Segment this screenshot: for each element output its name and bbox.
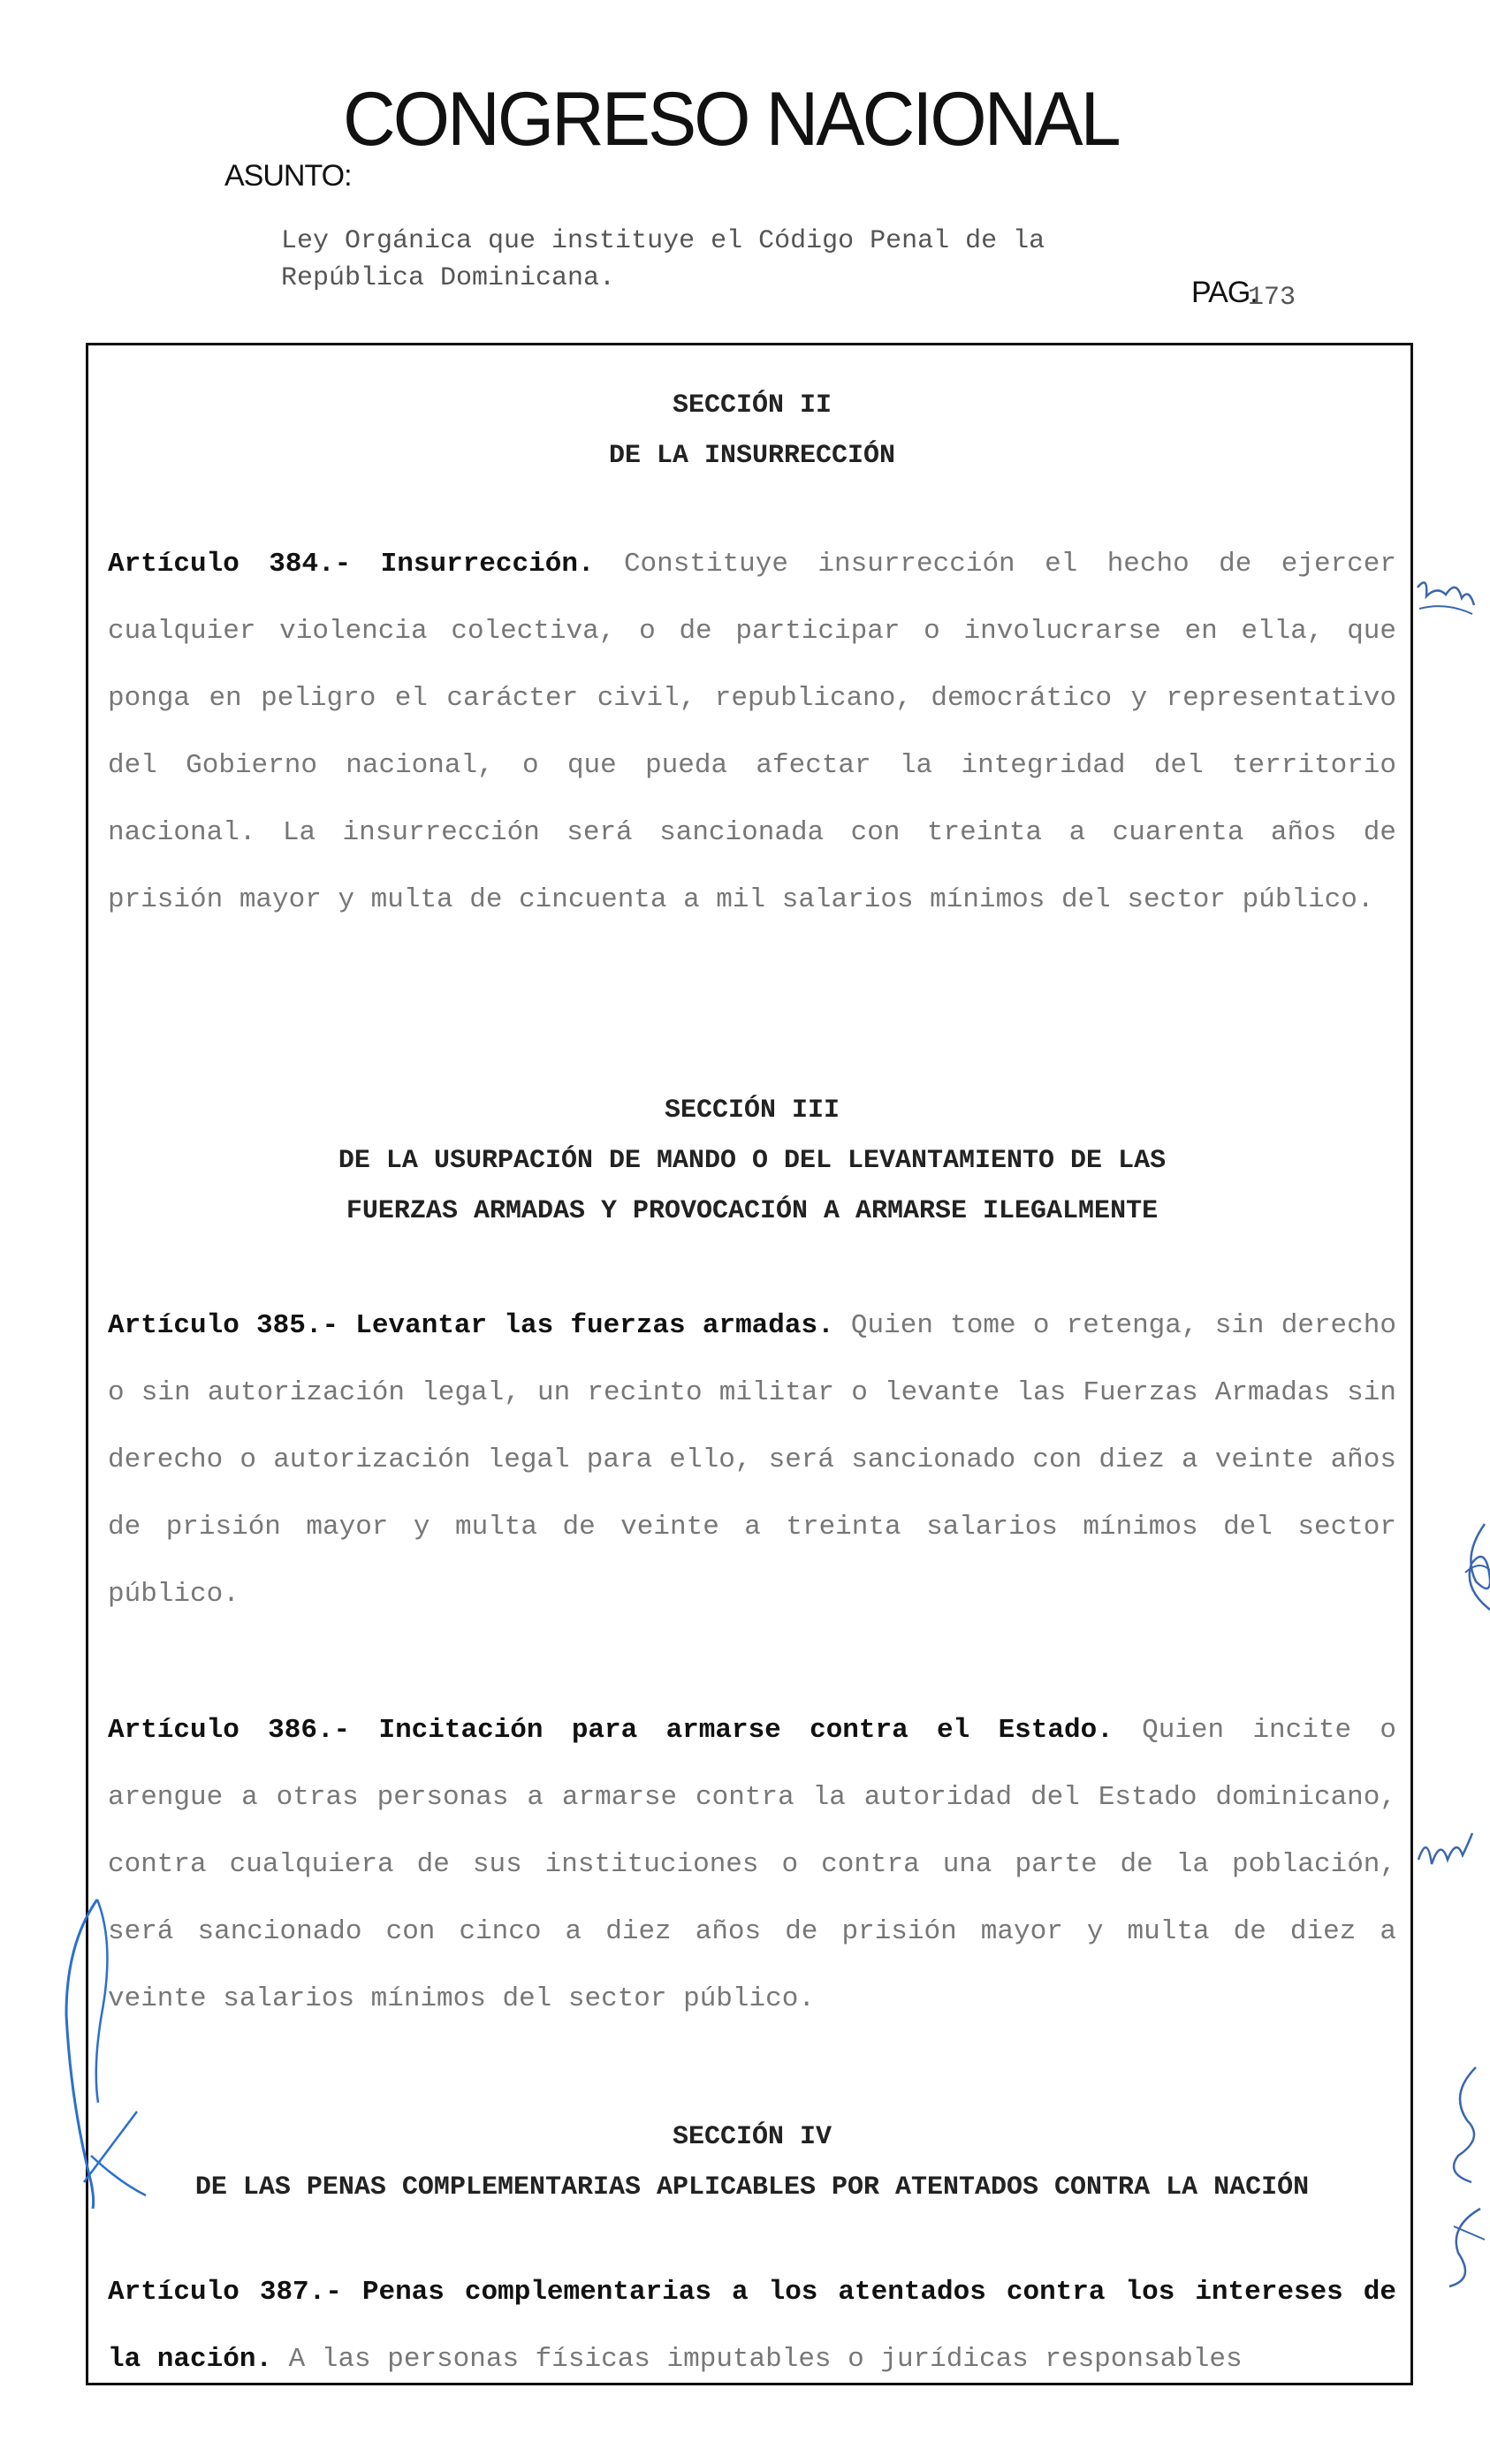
- section-3-header: [108, 1086, 1396, 1237]
- section-heading: SECCIÓN III: [664, 1096, 840, 1126]
- handwritten-initials-2: [1458, 1520, 1490, 1617]
- article-body: A las personas físicas imputables o jurídicas responsables: [272, 2344, 1243, 2375]
- article-title: Artículo 386.- Incitación para armarse contra el Estado.: [108, 1715, 1114, 1746]
- article-387: [108, 2259, 1396, 2385]
- document-frame: [86, 343, 1413, 2385]
- section-2-header: [108, 381, 1396, 481]
- subject-line-2: República Dominicana.: [281, 263, 616, 293]
- section-title: DE LAS PENAS COMPLEMENTARIAS APLICABLES POR ATENTADOS CONTRA LA NACIÓN: [194, 2172, 1310, 2202]
- article-body: Quien incite o arengue a otras personas a armarse contra la autoridad del Estado dominicano, contra cualquiera de sus instituciones o contra una parte de la población, será sancionado con cinco a diez años de prisión mayor y multa de diez a veinte salarios mínimos del sector público.: [108, 1715, 1396, 2014]
- asunto-label: ASUNTO:: [224, 159, 352, 193]
- page-number: 173: [1248, 283, 1296, 313]
- page-label: PAG.: [1191, 276, 1258, 309]
- handwritten-signature-margin: [1441, 2058, 1490, 2288]
- subject-text: [281, 223, 1045, 297]
- section-title-line-2: FUERZAS ARMADAS Y PROVOCACIÓN A ARMARSE ILEGALMENTE: [346, 1196, 1159, 1226]
- handwritten-initials-3: [1414, 1824, 1476, 1877]
- article-body: Constituye insurrección el hecho de ejercer cualquier violencia colectiva, o de participar o involucrarse en ella, que ponga en peligro el carácter civil, republicano, democrático y representativo del Gobierno nacional, o que pueda afectar la integridad del territorio nacional. La insurrección será sancionada con treinta a cuarenta años de prisión mayor y multa de cincuenta a mil salarios mínimos del sector público.: [108, 549, 1396, 915]
- section-heading: SECCIÓN II: [672, 390, 832, 421]
- article-title: Artículo 385.- Levantar las fuerzas armadas.: [108, 1310, 834, 1341]
- letterhead-title: CONGRESO NACIONAL: [343, 77, 1119, 162]
- section-4-header: [108, 2112, 1396, 2213]
- section-title: DE LA INSURRECCIÓN: [608, 441, 896, 471]
- article-title: Artículo 387.- Penas complementarias a los atentados contra los intereses de la nación.: [108, 2277, 1396, 2375]
- article-385: [108, 1293, 1396, 1628]
- section-title-line-1: DE LA USURPACIÓN DE MANDO O DEL LEVANTAMIENTO DE LAS: [338, 1146, 1167, 1176]
- handwritten-signature-left: [49, 1891, 155, 2209]
- article-body: Quien tome o retenga, sin derecho o sin autorización legal, un recinto militar o levante las Fuerzas Armadas sin derecho o autorización legal para ello, será sancionado con diez a veinte años de prisión mayor y multa de veinte a treinta salarios mínimos del sector público.: [108, 1310, 1396, 1610]
- article-386: [108, 1697, 1396, 2033]
- article-384: [108, 531, 1396, 934]
- article-title: Artículo 384.- Insurrección.: [108, 549, 595, 580]
- section-heading: SECCIÓN IV: [672, 2122, 832, 2152]
- subject-line-1: Ley Orgánica que instituye el Código Penal de la: [281, 226, 1045, 256]
- handwritten-initials-1: [1410, 570, 1481, 623]
